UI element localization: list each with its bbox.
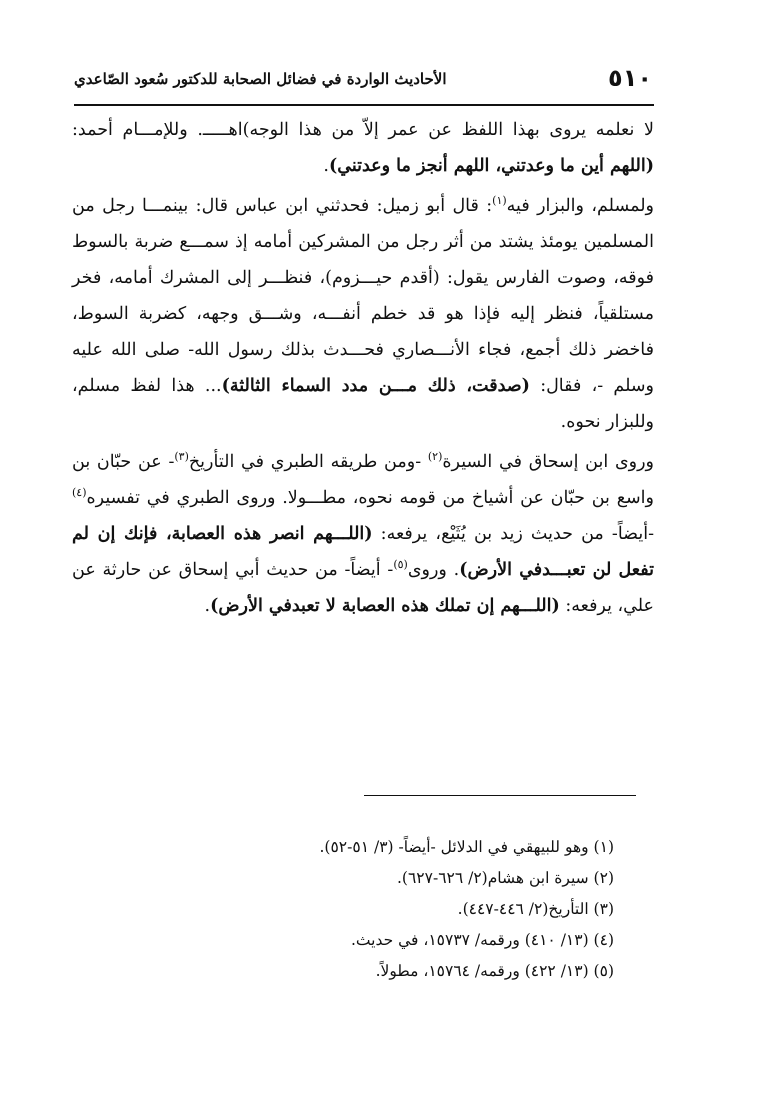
- footnote: (١) وهو للبيهقي في الدلائل -أيضاً- (٣/ ٥١-٥٢).: [319, 838, 614, 856]
- footnote-marker: (٤): [72, 486, 87, 500]
- header-rule: [74, 104, 654, 106]
- hadith-quote: (اللـــهم انصر هذه العصابة، فإنك إن لم تفعل لن تعبـــدفي الأرض): [72, 524, 654, 580]
- footnote-marker: (١): [492, 194, 507, 208]
- footnotes: [150, 832, 614, 987]
- hadith-quote: (اللـــهم إن تملك هذه العصابة لا تعبدفي الأرض): [210, 596, 560, 616]
- hadith-quote: (اللهم أين ما وعدتني، اللهم أنجز ما وعدتني): [328, 156, 654, 176]
- text-run: .: [323, 156, 329, 176]
- text-run: . وروى: [407, 560, 460, 580]
- paragraph: [72, 112, 654, 184]
- hadith-quote: (صدقت، ذلك مـــن مدد السماء الثالثة): [221, 376, 530, 396]
- text-run: .: [204, 596, 211, 616]
- text-run: - أيضاً- من حديث أبي إسحاق عن حارثة عن علي، يرفعه:: [72, 560, 654, 616]
- main-text: [72, 112, 654, 624]
- text-run: -أيضاً- من حديث زيد بن يُثَيْع، يرفعه:: [372, 524, 655, 544]
- running-title: الأحاديث الواردة في فضائل الصحابة للدكتور سُعود الصّاعدي: [74, 70, 447, 88]
- text-run: : قال أبو زميل: فحدثني ابن عباس قال: بينمـــا رجل من المسلمين يومئذ يشتد من أثر رجل من المشركين أمامه إذ سمـــع ضربة بالسوط فوقه، وصوت الفارس يقول: (أقدم حيـــزوم)، فنظـــر إلى المشرك أمامه، فخر مستلقياً، فنظر إليه فإذا هو قد خطم أنفـــه، وشـــق وجهه، كضربة السوط، فاخضر ذلك أجمع، فجاء الأنـــصاري فحـــدث بذلك رسول الله- صلى الله عليه وسلم -، فقال:: [72, 196, 654, 396]
- text-run: - عن حبّان بن واسع بن حبّان عن أشياخ من قومه نحوه، مطـــولا. وروى الطبري في تفسيره: [72, 452, 654, 508]
- page-header: [74, 64, 652, 100]
- text-run: ... هذا لفظ مسلم، وللبزار نحوه.: [72, 376, 654, 432]
- paragraph: [72, 188, 654, 440]
- footnote: (٣) التأريخ(٢/ ٤٤٦-٤٤٧).: [457, 900, 614, 918]
- footnote: (٢) سيرة ابن هشام(٢/ ٦٢٦-٦٢٧).: [396, 869, 614, 887]
- footnote-separator: [364, 795, 636, 796]
- footnote-marker: (٢): [427, 450, 443, 464]
- paragraph: [72, 444, 654, 624]
- text-run: لا نعلمه يروى بهذا اللفظ عن عمر إلاّ من هذا الوجه)اهـــــ. وللإمـــام أحمد:: [72, 120, 654, 140]
- text-run: -ومن طريقه الطبري في التأريخ: [188, 452, 428, 472]
- footnote: (٥) (١٣/ ٤٢٢) ورقمه/ ١٥٧٦٤، مطولاً.: [375, 962, 614, 980]
- text-run: ولمسلم، والبزار فيه: [506, 196, 654, 216]
- footnote: (٤) (١٣/ ٤١٠) ورقمه/ ١٥٧٣٧، في حديث.: [350, 931, 614, 949]
- footnote-marker: (٥): [393, 558, 408, 572]
- text-run: وروى ابن إسحاق في السيرة: [442, 452, 655, 472]
- footnote-marker: (٣): [174, 450, 189, 464]
- page-number: ٥١٠: [608, 64, 652, 92]
